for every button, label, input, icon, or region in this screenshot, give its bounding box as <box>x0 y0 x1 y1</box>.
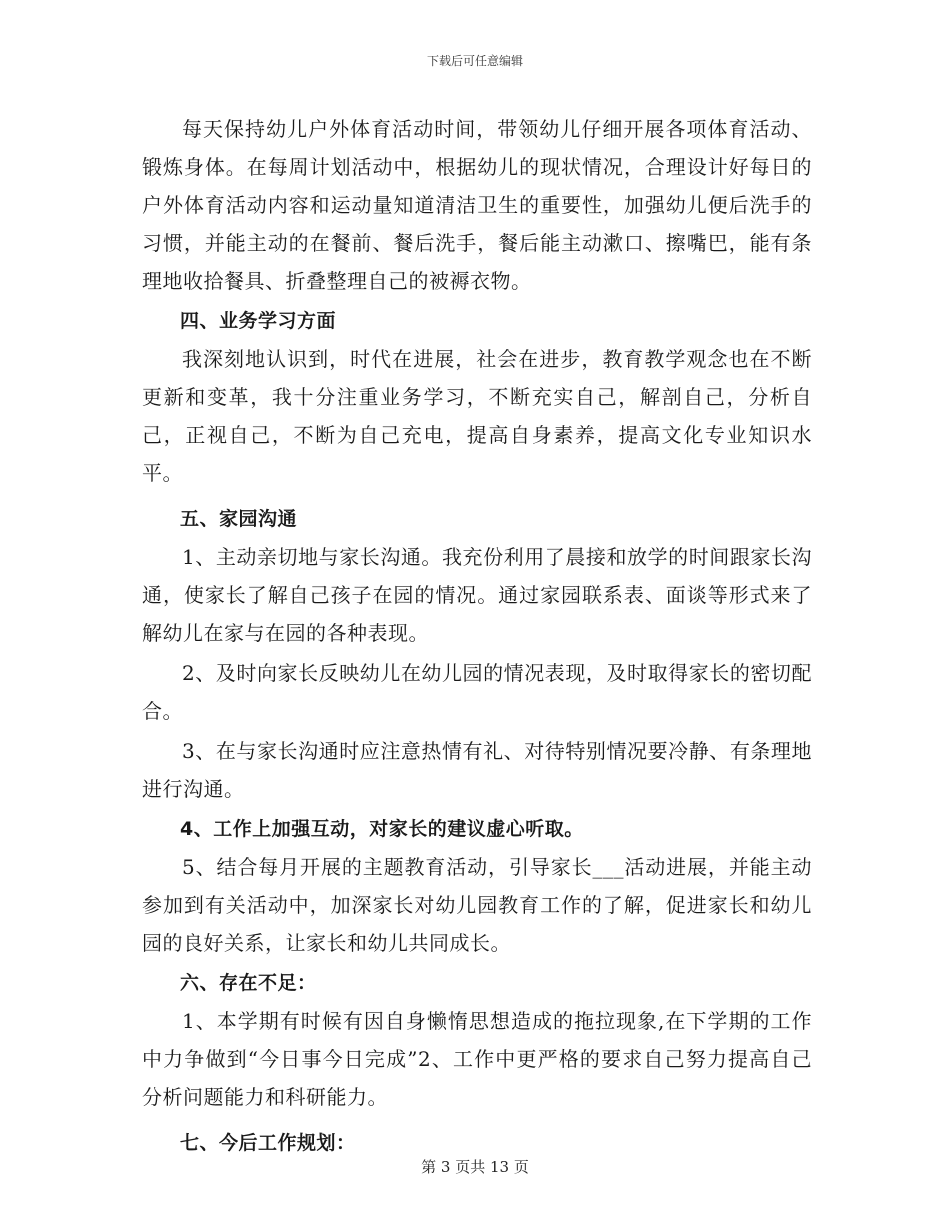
paragraph-shortcomings: 1、本学期有时候有因自身懒惰思想造成的拖拉现象,在下学期的工作中力争做到“今日事今日完成”2、工作中更严格的要求自己努力提高自己分析问题能力和科研能力。 <box>142 1009 812 1109</box>
section-heading-shortcomings: 六、存在不足： <box>180 972 317 994</box>
paragraph-home-school-3: 3、在与家长沟通时应注意热情有礼、对待特别情况要冷静、有条理地进行沟通。 <box>142 739 812 801</box>
section-heading-future-plan: 七、今后工作规划： <box>180 1132 356 1154</box>
section-heading-business-study: 四、业务学习方面 <box>180 310 337 332</box>
bold-item-interaction: 4、工作上加强互动，对家长的建议虚心听取。 <box>180 818 584 840</box>
section-heading-home-school: 五、家园沟通 <box>180 508 298 530</box>
paragraph-home-school-1: 1、主动亲切地与家长沟通。我充份利用了晨接和放学的时间跟家长沟通，使家长了解自己孩子在园的情况。通过家园联系表、面谈等形式来了解幼儿在家与在园的各种表现。 <box>142 545 812 645</box>
page-number-footer: 第 3 页共 13 页 <box>421 1158 529 1176</box>
paragraph-home-school-2: 2、及时向家长反映幼儿在幼儿园的情况表现，及时取得家长的密切配合。 <box>142 661 812 723</box>
paragraph-home-school-5: 5、结合每月开展的主题教育活动，引导家长___活动进展，并能主动参加到有关活动中，加深家长对幼儿园教育工作的了解，促进家长和幼儿园的良好关系，让家长和幼儿共同成长。 <box>142 855 812 955</box>
paragraph-outdoor-activities: 每天保持幼儿户外体育活动时间，带领幼儿仔细开展各项体育活动、锻炼身体。在每周计划活动中，根据幼儿的现状情况，合理设计好每日的户外体育活动内容和运动量知道清洁卫生的重要性，加强幼儿便后洗手的习惯，并能主动的在餐前、餐后洗手，餐后能主动漱口、擦嘴巴，能有条理地收拾餐具、折叠整理自己的被褥衣物。 <box>142 117 812 293</box>
paragraph-business-study: 我深刻地认识到，时代在进展，社会在进步，教育教学观念也在不断更新和变革，我十分注重业务学习，不断充实自己，解剖自己，分析自己，正视自己，不断为自己充电，提高自身素养，提高文化专业知识水平。 <box>142 347 812 485</box>
document-body <box>142 110 812 1162</box>
page-header-note: 下载后可任意编辑 <box>426 54 523 68</box>
